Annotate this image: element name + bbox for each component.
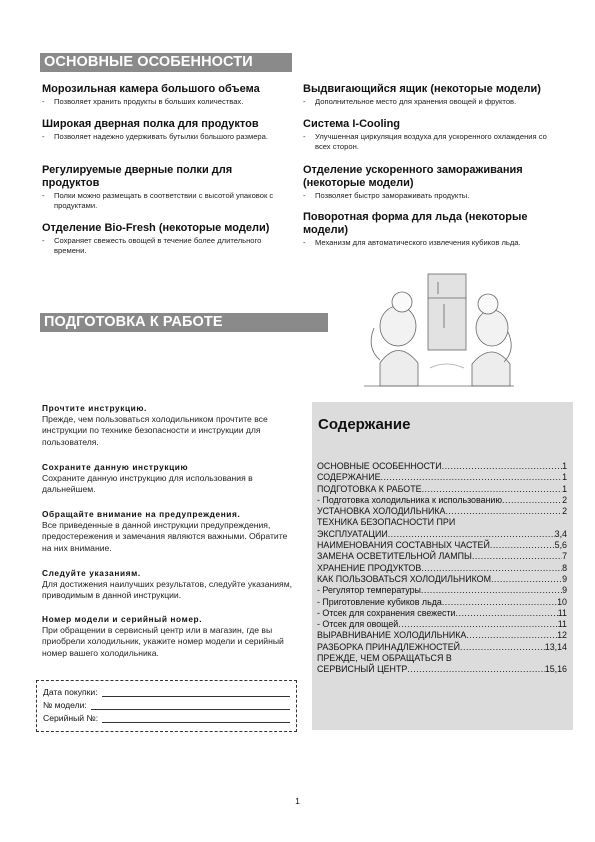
toc-entry-page: 11 <box>557 619 567 630</box>
toc-title: Содержание <box>318 416 411 433</box>
toc-entry-label: - Отсек для овощей <box>317 619 399 630</box>
toc-leader-dots <box>398 619 558 630</box>
feature-title: Выдвигающийся ящик (некоторые модели) <box>303 83 541 95</box>
toc-entry-page: 1 <box>562 461 567 471</box>
serial-number-label: Серийный №: <box>43 713 99 723</box>
toc-entry-label: УСТАНОВКА ХОЛОДИЛЬНИКА <box>317 506 446 517</box>
toc-entry-label: СЕРВИСНЫЙ ЦЕНТР <box>317 664 408 675</box>
toc-entry-label: ВЫРАВНИВАНИЕ ХОЛОДИЛЬНИКА <box>317 630 467 641</box>
toc-entry-page: 9 <box>562 573 567 584</box>
toc-leader-dots <box>490 540 555 551</box>
toc-leader-dots <box>491 574 562 585</box>
feature-text: Полки можно размещать в соответствии с высотой упаковок с продуктами. <box>54 191 274 210</box>
toc-entry-label: ТЕХНИКА БЕЗОПАСНОСТИ ПРИ <box>317 517 456 528</box>
instruction-text: Все приведенные в данной инструкции предупреждения, предостережения и замечания являются важными. Обратите на них внимание. <box>42 520 288 553</box>
purchase-date-row <box>43 686 290 699</box>
toc-entry-label: - Приготовление кубиков льда <box>317 596 442 607</box>
feature-text: Улучшенная циркуляция воздуха для ускоренного охлаждения со всех сторон. <box>315 132 547 151</box>
feature-title: Регулируемые дверные полки для продуктов <box>42 164 233 189</box>
instruction-item <box>42 462 292 496</box>
model-number-label: № модели: <box>43 700 87 710</box>
instruction-item <box>42 509 292 554</box>
instruction-text: Прежде, чем пользоваться холодильником прочтите все инструкции по технике безопасности и инструкции для пользователя. <box>42 414 268 447</box>
toc-leader-dots <box>388 529 555 540</box>
toc-entry-page: 9 <box>562 585 567 596</box>
feature-text: Сохраняет свежесть овощей в течение более длительного времени. <box>54 236 262 255</box>
toc-entry <box>317 642 567 653</box>
instruction-title: Следуйте указаниям. <box>42 568 141 578</box>
feature-title: Система I-Cooling <box>303 118 401 130</box>
toc-entry-page: 12 <box>557 630 567 641</box>
toc-entry <box>317 585 567 596</box>
toc-leader-dots <box>442 461 562 472</box>
toc-entry <box>317 484 567 495</box>
instruction-item <box>42 568 292 602</box>
toc-leader-dots <box>442 597 557 608</box>
toc-entry <box>317 472 567 483</box>
toc-leader-dots <box>421 585 562 596</box>
feature-title: Морозильная камера большого объема <box>42 83 260 95</box>
feature-text: Позволяет надежно удерживать бутылки большого размера. <box>54 132 268 141</box>
model-number-field <box>91 699 290 710</box>
feature-item: Морозильная камера большого объема - Позволяет хранить продукты в больших количествах. <box>42 83 292 107</box>
feature-text: Дополнительное место для хранения овощей и фруктов. <box>315 97 517 106</box>
instruction-item <box>42 614 292 659</box>
instruction-title: Прочтите инструкцию. <box>42 403 147 413</box>
toc-entry-label: СОДЕРЖАНИЕ <box>317 472 381 483</box>
toc-entry-page: 3,4 <box>554 528 567 539</box>
instruction-title: Обращайте внимание на предупреждения. <box>42 509 241 519</box>
toc-entry-label: КАК ПОЛЬЗОВАТЬСЯ ХОЛОДИЛЬНИКОМ <box>317 573 491 584</box>
page-number: 1 <box>295 796 300 806</box>
people-with-refrigerator-illustration <box>360 268 518 393</box>
instruction-text: При обращении в сервисный центр или в магазин, где вы приобрели холодильник, укажите номер модели и серийный номер вашего холодильника. <box>42 625 284 658</box>
toc-leader-dots <box>460 642 545 653</box>
toc-entry <box>317 563 567 574</box>
preparation-section-title: ПОДГОТОВКА К РАБОТЕ <box>40 313 328 332</box>
toc-entry <box>317 653 567 664</box>
toc-entry-label: - Регулятор температуры <box>317 585 421 596</box>
toc-leader-dots <box>456 608 558 619</box>
toc-entry-label: ПОДГОТОВКА К РАБОТЕ <box>317 483 422 494</box>
toc-list <box>317 461 567 676</box>
toc-entry-page: 13,14 <box>544 641 567 652</box>
toc-leader-dots <box>472 551 562 562</box>
toc-entry-page: 11 <box>557 607 567 618</box>
toc-leader-dots <box>502 495 562 506</box>
toc-entry <box>317 529 567 540</box>
toc-entry-label: ОСНОВНЫЕ ОСОБЕННОСТИ <box>317 461 442 471</box>
feature-item: Система I-Cooling - Улучшенная циркуляция воздуха для ускоренного охлаждения со всех сторон. <box>303 118 563 151</box>
serial-number-field <box>102 712 290 723</box>
toc-entry <box>317 461 567 472</box>
feature-item: Поворотная форма для льда (некоторые модели) - Механизм для автоматического извлечения кубиков льда. <box>303 211 573 248</box>
toc-entry-page: 1 <box>562 483 567 494</box>
toc-entry-label: - Подготовка холодильника к использованию <box>317 494 503 505</box>
instruction-title: Сохраните данную инструкцию <box>42 462 189 472</box>
instruction-item <box>42 403 292 448</box>
feature-item: Регулируемые дверные полки для продуктов - Полки можно размещать в соответствии с высотой упаковок с продуктами. <box>42 164 292 210</box>
toc-entry-label: ХРАНЕНИЕ ПРОДУКТОВ <box>317 562 422 573</box>
toc-entry-page: 1 <box>562 472 567 483</box>
toc-entry <box>317 574 567 585</box>
feature-item: Широкая дверная полка для продуктов - Позволяет надежно удерживать бутылки большого размера. <box>42 118 292 142</box>
toc-entry-page: 2 <box>562 506 567 517</box>
feature-title: Отделение ускоренного замораживания (некоторые модели) <box>303 164 523 189</box>
feature-item: Отделение ускоренного замораживания (некоторые модели) - Позволяет быстро замораживать продукты. <box>303 164 573 201</box>
toc-entry <box>317 540 567 551</box>
feature-text: Позволяет хранить продукты в больших количествах. <box>54 97 244 106</box>
toc-entry-page: 8 <box>562 562 567 573</box>
serial-number-row <box>43 712 290 725</box>
toc-entry <box>317 495 567 506</box>
purchase-date-label: Дата покупки: <box>43 687 98 697</box>
toc-entry <box>317 630 567 641</box>
purchase-info-box <box>36 680 297 732</box>
feature-item: Выдвигающийся ящик (некоторые модели) - Дополнительное место для хранения овощей и фруктов. <box>303 83 573 107</box>
features-section-title: ОСНОВНЫЕ ОСОБЕННОСТИ <box>40 53 292 72</box>
toc-entry-page: 5,6 <box>554 540 567 551</box>
instruction-text: Для достижения наилучших результатов, следуйте указаниям, приводимым в данной инструкции. <box>42 579 293 601</box>
toc-entry-label: ЭКСПЛУАТАЦИИ <box>317 528 388 539</box>
toc-entry-page: 2 <box>562 494 567 505</box>
toc-entry-label: ЗАМЕНА ОСВЕТИТЕЛЬНОЙ ЛАМПЫ <box>317 551 472 562</box>
toc-leader-dots <box>381 472 563 483</box>
toc-entry-page: 10 <box>557 596 567 607</box>
toc-leader-dots <box>422 484 563 495</box>
feature-title: Поворотная форма для льда (некоторые модели) <box>303 211 528 236</box>
instruction-text: Сохраните данную инструкцию для использования в дальнейшем. <box>42 473 253 495</box>
toc-entry-page: 15,16 <box>544 664 567 675</box>
toc-entry <box>317 517 567 528</box>
toc-entry <box>317 597 567 608</box>
purchase-date-field <box>102 686 290 697</box>
feature-title: Широкая дверная полка для продуктов <box>42 118 259 130</box>
toc-entry <box>317 506 567 517</box>
toc-entry-label: НАИМЕНОВАНИЯ СОСТАВНЫХ ЧАСТЕЙ <box>317 540 490 551</box>
feature-item: Отделение Bio-Fresh (некоторые модели) - Сохраняет свежесть овощей в течение более длительного времени. <box>42 222 292 255</box>
toc-entry-label: ПРЕЖДЕ, ЧЕМ ОБРАЩАТЬСЯ В <box>317 653 452 664</box>
toc-entry <box>317 619 567 630</box>
model-number-row <box>43 699 290 712</box>
toc-entry <box>317 608 567 619</box>
toc-leader-dots <box>445 506 562 517</box>
toc-entry-label: РАЗБОРКА ПРИНАДЛЕЖНОСТЕЙ <box>317 641 461 652</box>
feature-text: Позволяет быстро замораживать продукты. <box>315 191 470 200</box>
feature-text: Механизм для автоматического извлечения кубиков льда. <box>315 238 521 247</box>
toc-entry-label: - Отсек для сохранения свежести <box>317 607 456 618</box>
instruction-title: Номер модели и серийный номер. <box>42 614 203 624</box>
toc-leader-dots <box>421 563 562 574</box>
toc-entry-page: 7 <box>562 551 567 562</box>
toc-entry <box>317 664 567 675</box>
toc-leader-dots <box>407 664 544 675</box>
toc-entry <box>317 551 567 562</box>
feature-title: Отделение Bio-Fresh (некоторые модели) <box>42 222 270 234</box>
table-of-contents <box>312 402 573 730</box>
toc-leader-dots <box>466 630 557 641</box>
